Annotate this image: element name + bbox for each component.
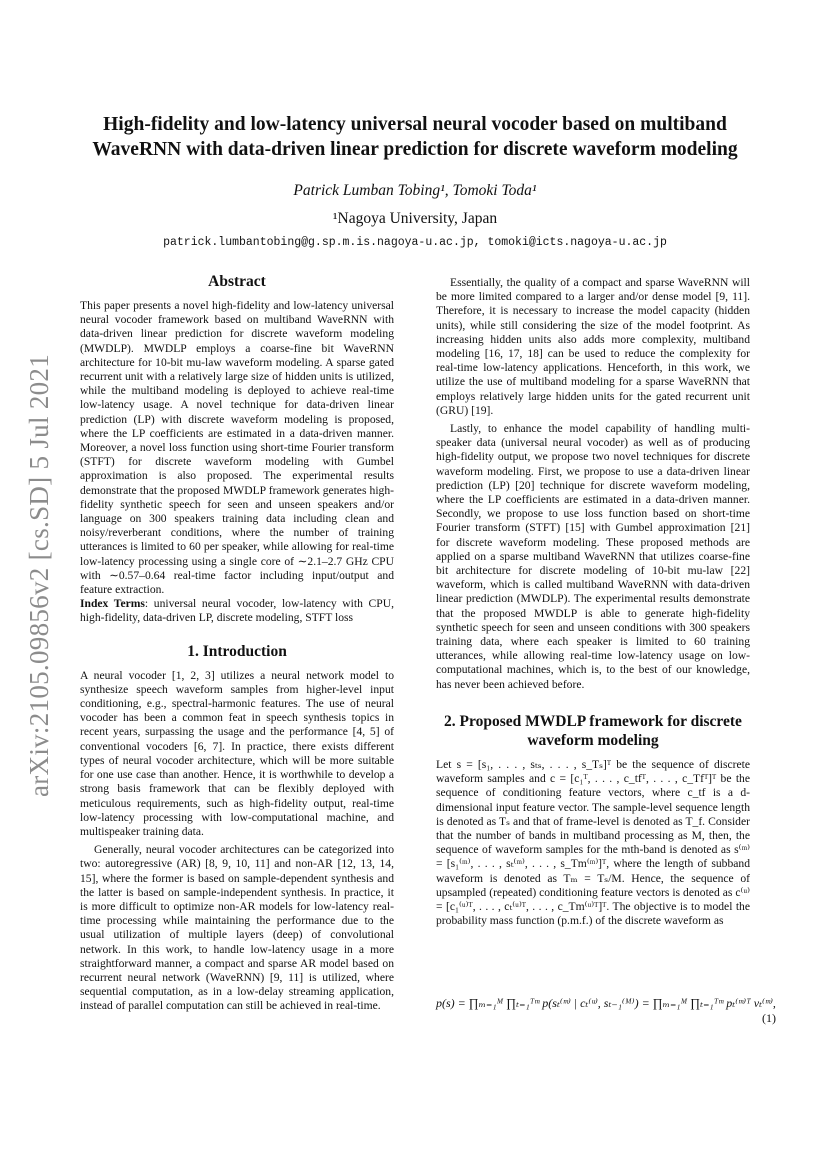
equation-1: [436, 996, 776, 1026]
index-terms-label: Index Terms: [80, 597, 145, 611]
arxiv-stamp: [20, 350, 60, 800]
intro-paragraph-2: Generally, neural vocoder architectures can be categorized into two: autoregressive (AR) [8, 9, 10, 11] and non-AR [12, 13, 14, 15], where the former is based on sample-dependent synthesis and the latter is based on sample-independent synthesis. In practice, it is more difficult to optimize non-AR models for low-latency real-time processing while maintaining the performance due to the usual utilization of multiple layers (deep) of convolutional network. In this work, to handle low-latency usage in a more straightforward manner, a compact and sparse AR model based on recurrent neural network (WaveRNN) [9, 11] is utilized, where sequential computation, as in a low-delay streaming application, instead of parallel computation can still be achieved in real-time.: [80, 843, 394, 1013]
section-2-paragraph: Let s = [s₁, . . . , sₜₛ, . . . , s_Tₛ]ᵀ be the sequence of discrete waveform samples and c = [c₁ᵀ, . . . , c_tfᵀ, . . . , c_Tfᵀ]ᵀ be the sequence of conditioning feature vectors, where c_tf is a d-dimensional input feature vector. The sample-level sequence length is denoted as Tₛ and that of frame-level is denoted as T_f. Consider that the number of bands in multiband processing as M, then, the sequence of waveform samples for the mth-band is denoted as s⁽ᵐ⁾ = [s₁⁽ᵐ⁾, . . . , sₜ⁽ᵐ⁾, . . . , s_Tm⁽ᵐ⁾]ᵀ, where the length of subband waveform is denoted as Tₘ = Tₛ/M. Hence, the sequence of upsampled (repeated) conditioning feature vectors is denoted as c⁽ᵘ⁾ = [c₁⁽ᵘ⁾ᵀ, . . . , cₜ⁽ᵘ⁾ᵀ, . . . , c_Tm⁽ᵘ⁾ᵀ]ᵀ. The objective is to model the probability mass function (p.m.f.) of the discrete waveform as: [436, 757, 750, 928]
left-column: [80, 272, 394, 1014]
author-emails: patrick.lumbantobing@g.sp.m.is.nagoya-u.ac.jp, tomoki@icts.nagoya-u.ac.jp: [163, 236, 667, 249]
arxiv-stamp-text: arXiv:2105.09856v2 [cs.SD] 5 Jul 2021: [24, 353, 55, 797]
index-terms-text: : universal neural vocoder, low-latency with CPU, high-fidelity, data-driven LP, discrete modeling, STFT loss: [80, 597, 395, 625]
author-names: Patrick Lumban Tobing¹, Tomoki Toda¹: [293, 182, 537, 199]
paper-header: [70, 112, 760, 249]
affiliation: ¹Nagoya University, Japan: [332, 210, 498, 227]
intro-paragraph-1: A neural vocoder [1, 2, 3] utilizes a neural network model to synthesize speech waveform samples from higher-level input conditioning, e.g., spectral-harmonic features. The use of neural vocoder has been a common feat in speech synthesis topics in recent years, surpassing the usage and the performance [4, 5] of conventional vocoders [6, 7]. In practice, there exists different types of neural vocoder architecture, which will be more suitable for one use case than another. Hence, it is worthwhile to develop a strong basis framework that can be flexibly deployed with meticulous requirements, such as high-fidelity output, real-time low-latency processing with low-computational machine, and multispeaker training data.: [80, 668, 394, 838]
index-terms: [80, 597, 394, 625]
right-paragraph-2: Lastly, to enhance the model capability of handling multi-speaker data (universal neural vocoder) as well as of producing high-fidelity output, we propose two novel techniques for discrete waveform modeling. First, we propose to use a data-driven linear prediction (LP) [20] technique for discrete waveform modeling, where the LP coefficients are estimated in a data-driven manner. Secondly, we propose to use loss function based on short-time Fourier transform (STFT) [15] with Gumbel approximation [21] for discrete waveform modeling. These proposed methods are applied on a sparse multiband WaveRNN that utilizes coarse-fine bit architecture for discrete modeling of 10-bit mu-law [22] waveform, which is called multiband WaveRNN with data-driven linear prediction (MWDLP). The experimental results demonstrate that the proposed MWDLP is able to generate high-fidelity synthetic speech for seen and unseen conditions with 300 speakers training data, where each speaker is limited to 60 training utterances, while allowing real-time low-latency usage on low-computational machines, which is, to the best of our knowledge, has never been achieved before.: [436, 422, 750, 691]
introduction-heading: 1. Introduction: [187, 642, 287, 660]
paper-title: High-fidelity and low-latency universal neural vocoder based on multiband WaveRNN with data-driven linear prediction for discrete waveform modeling: [92, 114, 738, 160]
right-column: [436, 276, 750, 928]
right-paragraph-1: Essentially, the quality of a compact and sparse WaveRNN will be more limited compared to a larger and/or dense model [9, 11]. Therefore, it is necessary to increase the model capacity (hidden units), while still considering the size of the model footprint. As increasing hidden units also adds more complexity, multiband modeling [16, 17, 18] can be used to reduce the complexity for real-time low-latency applications. Henceforth, in this work, we utilize the use of multiband modeling for a sparse WaveRNN that employs relatively large hidden units for the gated recurrent unit (GRU) [19].: [436, 276, 750, 417]
equation-body: p(s) = ∏ₘ₌₁ᴹ ∏ₜ₌₁ᵀᵐ p(sₜ⁽ᵐ⁾ | cₜ⁽ᵘ⁾, sₜ₋₁⁽ᴹ⁾) = ∏ₘ₌₁ᴹ ∏ₜ₌₁ᵀᵐ pₜ⁽ᵐ⁾ᵀ vₜ⁽ᵐ⁾,: [436, 996, 776, 1010]
equation-number: (1): [762, 1011, 776, 1025]
section-2-heading: 2. Proposed MWDLP framework for discrete waveform modeling: [444, 712, 742, 749]
abstract-text: This paper presents a novel high-fidelity and low-latency universal neural vocoder framework based on multiband WaveRNN with data-driven linear prediction for discrete waveform modeling (MWDLP). MWDLP employs a coarse-fine bit WaveRNN architecture for 10-bit mu-law waveform modeling. A sparse gated recurrent unit with a relatively large size of hidden units is utilized, while the multiband modeling is deployed to achieve real-time low-latency usage. A novel technique for data-driven linear prediction (LP) with discrete waveform modeling is proposed, where the LP coefficients are estimated in a data-driven manner. Moreover, a novel loss function using short-time Fourier transform (STFT) for discrete waveform modeling with Gumbel approximation is also proposed. The experimental results demonstrate that the proposed MWDLP framework generates high-fidelity synthetic speech for seen and unseen speakers and/or language on 300 speakers training data including clean and noisy/reverberant conditions, where the number of training utterances is limited to 60 per speaker, while allowing for real-time low-latency processing using a single core of ∼2.1–2.7 GHz CPU with ∼0.57–0.64 real-time factor including input/output and feature extraction.: [80, 299, 394, 597]
abstract-heading: Abstract: [208, 273, 266, 290]
